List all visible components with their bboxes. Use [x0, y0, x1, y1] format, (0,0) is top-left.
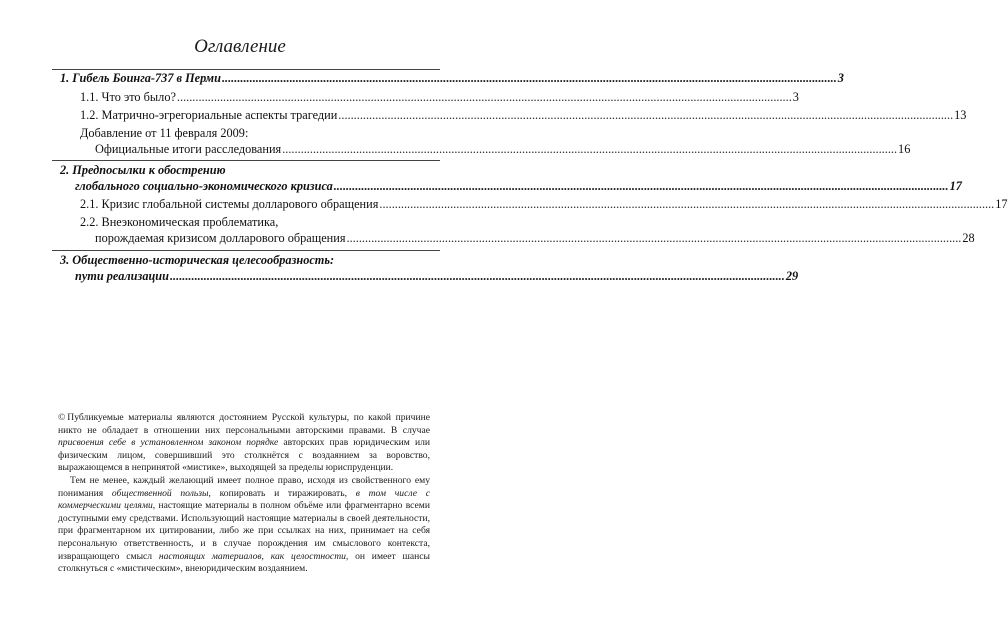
toc-entry-1-1[interactable] [80, 89, 799, 105]
toc-page-number: 28 [962, 231, 975, 245]
dot-leader: ........................................................................................................................................................................................................ [346, 231, 962, 245]
toc-entry-label: глобального социально-экономического кризиса [75, 179, 333, 193]
notice-emphasis: присвоения себе в установленном законом порядке [58, 437, 279, 449]
dot-leader: ........................................................................................................................................................................................................ [338, 108, 954, 122]
notice-paragraph-1 [58, 412, 430, 475]
toc-entry-section-1[interactable] [60, 70, 844, 86]
toc-entry-2-2[interactable] [95, 230, 975, 246]
section-divider [52, 250, 440, 251]
dot-leader: ........................................................................................................................................................................................................ [221, 71, 837, 85]
toc-page-number: 13 [954, 108, 967, 122]
toc-entry-1-2[interactable] [80, 107, 967, 123]
toc-entry-label: порождаемая кризисом долларового обращения [95, 231, 346, 245]
toc-entry-label: Официальные итоги расследования [95, 142, 282, 156]
toc-entry-label: 1.2. Матрично-эгрегориальные аспекты трагедии [80, 108, 338, 122]
notice-text: Публикуемые материалы являются достоянием Русской культуры, по какой причине никто не обладает в отношении них персональными авторскими правами. В случае [58, 412, 430, 436]
notice-text: Тем не менее, каждый желающий имеет полное право, исходя из свойственного ему понимания [58, 474, 430, 499]
notice-paragraph-2 [58, 475, 430, 576]
dot-leader: ........................................................................................................................................................................................................ [282, 142, 898, 156]
copyright-sign: © [58, 412, 66, 423]
notice-text: , настоящие материалы в полном объёме или фрагментарно всеми доступными ему средствами. Использующий настоящие материалы в своей деятельности, при фрагментарном их цитировании, либо же при ссылках на них, принимает на себя персональную ответственность, и в случае порождения им смыслового контекста, извращающего смысл [58, 500, 431, 562]
toc-page-number: 3 [837, 71, 844, 85]
toc-page-number: 17 [949, 179, 962, 193]
toc-page-number: 3 [792, 90, 799, 104]
toc-entry-addendum[interactable] [95, 141, 911, 157]
dot-leader: ........................................................................................................................................................................................................ [379, 197, 995, 211]
notice-text: , копировать и тиражировать, [208, 487, 348, 499]
copyright-notice [58, 412, 430, 576]
toc-page-number: 16 [898, 142, 911, 156]
toc-entry-label: 1.1. Что это было? [80, 90, 176, 104]
toc-page-number: 29 [785, 269, 799, 283]
toc-entry-addendum-line1[interactable]: Добавление от 11 февраля 2009: [80, 126, 249, 140]
dot-leader: ........................................................................................................................................................................................................ [333, 179, 949, 193]
toc-entry-2-2-line1[interactable]: 2.2. Внеэкономическая проблематика, [80, 215, 279, 229]
notice-emphasis: общественной пользы [111, 487, 209, 499]
toc-entry-section-3[interactable] [75, 268, 799, 284]
toc-entry-label: 2.1. Кризис глобальной системы долларового обращения [80, 197, 379, 211]
dot-leader: ........................................................................................................................................................................................................ [169, 269, 785, 283]
notice-text: авторских прав юридическим или физическим лицом, совершивший это столкнётся с воздаянием за воровство, выражающемся в непринятой «мистике», выходящей за пределы юриспруденции. [58, 437, 430, 474]
notice-emphasis: в том числе с коммерческими целями [58, 487, 430, 512]
toc-entry-section-2-line1[interactable]: 2. Предпосылки к обострению [60, 163, 226, 177]
notice-text: , он имеет шансы столкнуться с «мистическим», внеюридическим воздаянием. [58, 550, 430, 575]
toc-entry-2-1[interactable] [80, 196, 1008, 212]
notice-emphasis: настоящих материалов, как целостности [158, 550, 346, 562]
toc-entry-label: 1. Гибель Боинга-737 в Перми [60, 71, 221, 85]
section-divider [52, 160, 440, 161]
toc-page-number: 17 [995, 197, 1008, 211]
toc-entry-section-2[interactable] [75, 178, 962, 194]
toc-title: Оглавление [194, 36, 286, 57]
toc-entry-section-3-line1[interactable]: 3. Общественно-историческая целесообразность: [60, 253, 335, 267]
toc-entry-label: пути реализации [75, 269, 169, 283]
dot-leader: ........................................................................................................................................................................................................ [176, 90, 792, 104]
